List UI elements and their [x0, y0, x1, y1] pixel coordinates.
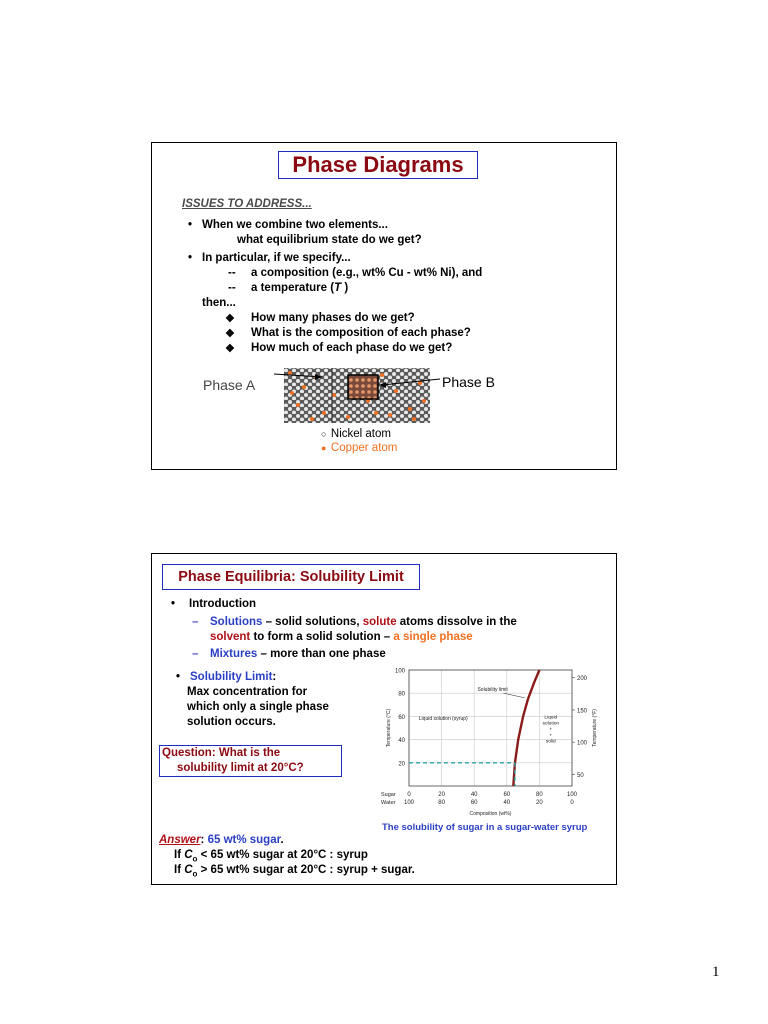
issues-heading: ISSUES TO ADDRESS...	[182, 198, 312, 210]
x-tick-label: 40	[470, 792, 478, 798]
slide-phase-diagrams	[151, 142, 617, 470]
dash-marker: –	[192, 616, 199, 628]
y2-tick-label: 200	[577, 676, 588, 683]
page-number: 1	[712, 964, 720, 980]
x-water-tick-label: 100	[403, 800, 415, 806]
question-3: How much of each phase do we get?	[251, 342, 453, 354]
y2-axis-title: Temperature (°F)	[592, 709, 598, 747]
phase-b-label: Phase B	[442, 374, 495, 390]
intro-heading: Introduction	[189, 598, 257, 610]
question-line-1: Question: What is the	[162, 747, 281, 759]
nickel-atom-legend: ○ Nickel atom	[321, 428, 391, 440]
question-2: What is the composition of each phase?	[251, 327, 471, 339]
x-water-tick-label: 20	[536, 800, 543, 806]
answer-line: Answer: 65 wt% sugar.	[159, 834, 284, 846]
bullet-1-line-2: what equilibrium state do we get?	[237, 234, 422, 246]
solubility-limit-heading: Solubility Limit:	[190, 671, 277, 683]
region-label-two-phase: solution	[542, 721, 560, 727]
bullet-2-line-1: In particular, if we specify...	[202, 252, 351, 264]
bullet-dot: •	[188, 219, 193, 231]
definition-line-3: solution occurs.	[187, 716, 276, 728]
slide-solubility-limit	[151, 553, 617, 885]
diamond-bullet-icon: ❖	[225, 313, 235, 325]
series-label: Solubility limit	[477, 686, 508, 693]
y2-tick-label: 50	[577, 772, 584, 779]
region-label-two-phase: +	[549, 733, 553, 739]
phase-a-label: Phase A	[203, 377, 256, 393]
x-axis-title: Composition (wt%)	[469, 811, 512, 817]
region-label-two-phase: +	[549, 727, 553, 733]
definition-line-1: Max concentration for	[187, 686, 308, 698]
y-tick-label: 40	[398, 738, 405, 745]
question-line-2: solubility limit at 20°C?	[177, 762, 304, 774]
y2-tick-label: 150	[577, 708, 588, 715]
then-text: then...	[202, 297, 236, 309]
atomic-structure-image	[264, 365, 444, 427]
nickel-atom-icon: ○	[321, 429, 327, 439]
y-tick-label: 80	[398, 691, 405, 698]
dash-marker: --	[228, 267, 236, 279]
question-1: How many phases do we get?	[251, 312, 415, 324]
x-sugar-label: Sugar	[381, 792, 396, 798]
temperature-line: a temperature (T )	[251, 282, 349, 294]
x-tick-label: 100	[566, 792, 578, 798]
if-syrup-sugar-line: If $C_o > 65$ wt% sugar at 20°C : syrup + sugar.	[174, 864, 415, 879]
x-tick-label: 0	[407, 792, 411, 798]
bullet-dot: •	[171, 598, 176, 610]
diamond-bullet-icon: ❖	[225, 343, 235, 355]
bullet-1-line-1: When we combine two elements...	[202, 219, 388, 231]
dash-marker: --	[228, 282, 236, 294]
mixtures-line: Mixtures – more than one phase	[210, 648, 386, 660]
slide-title: Phase Diagrams	[278, 151, 478, 179]
solubility-curve	[513, 670, 539, 786]
x-tick-label: 60	[503, 792, 511, 798]
region-label-two-phase: Liquid	[544, 715, 558, 721]
copper-atom-icon: ●	[321, 443, 327, 453]
slide-title: Phase Equilibria: Solubility Limit	[162, 564, 420, 590]
if-syrup-line: If $C_o < 65$ wt% sugar at 20°C : syrup	[174, 849, 368, 864]
y2-tick-label: 100	[577, 740, 588, 747]
y-tick-label: 60	[398, 714, 405, 721]
y-tick-label: 100	[394, 668, 405, 675]
solubility-chart	[379, 662, 605, 822]
composition-line: a composition (e.g., wt% Cu - wt% Ni), and	[251, 267, 483, 279]
y-axis-title: Temperature (°C)	[386, 708, 392, 748]
chart-caption: The solubility of sugar in a sugar-water syrup	[382, 822, 588, 833]
copper-atom-legend: ● Copper atom	[321, 442, 398, 454]
solvent-line: solvent to form a solid solution – a single phase	[210, 631, 473, 643]
question-box	[159, 745, 342, 777]
solutions-line: Solutions – solid solutions, solute atoms dissolve in the	[210, 616, 517, 628]
bullet-dot: •	[188, 252, 193, 264]
x-water-label: Water	[381, 800, 396, 806]
x-tick-label: 20	[438, 792, 445, 798]
y-tick-label: 20	[398, 761, 405, 768]
x-water-tick-label: 80	[438, 800, 445, 806]
x-water-tick-label: 40	[503, 800, 511, 806]
dash-marker: –	[192, 648, 199, 660]
definition-line-2: which only a single phase	[187, 701, 329, 713]
x-water-tick-label: 0	[570, 800, 574, 806]
region-label-liquid: Liquid solution (syrup)	[418, 715, 468, 722]
bullet-dot: •	[176, 671, 181, 683]
x-tick-label: 80	[536, 792, 543, 798]
region-label-two-phase: solid	[545, 739, 556, 745]
x-water-tick-label: 60	[470, 800, 478, 806]
diamond-bullet-icon: ❖	[225, 328, 235, 340]
